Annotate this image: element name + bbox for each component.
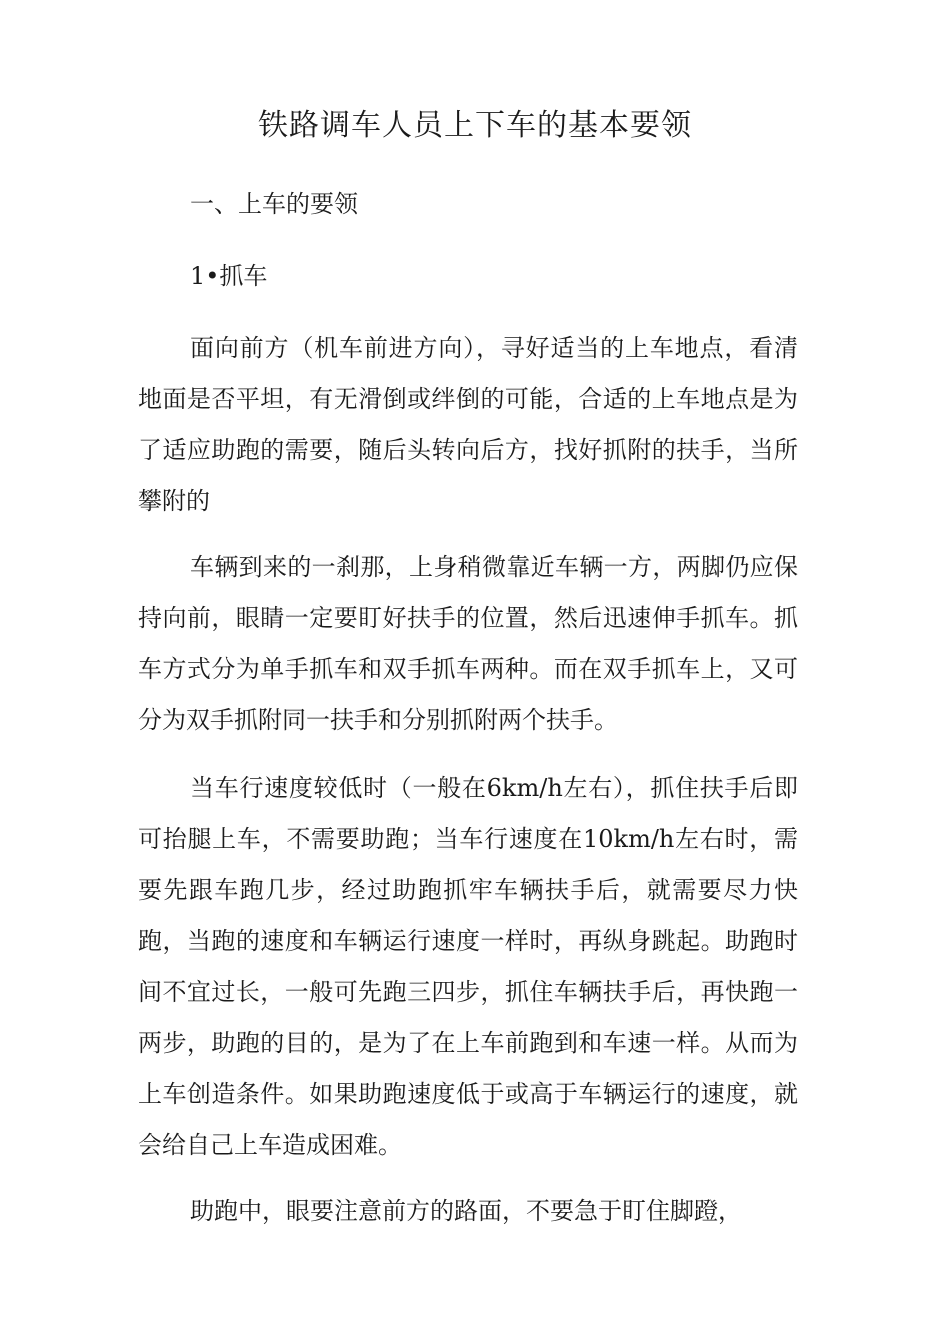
paragraph: 助跑中，眼要注意前方的路面，不要急于盯住脚蹬， <box>190 1197 742 1225</box>
paragraph: 面向前方（机车前进方向），寻好适当的上车地点，看清地面是否平坦，有无滑倒或绊倒的可能，合适的上车地点是为了适应助跑的需要，随后头转向后方，找好抓附的扶手，当所攀附的 <box>138 334 798 515</box>
section-heading: 一、上车的要领 <box>190 190 358 218</box>
paragraph: 车辆到来的一刹那，上身稍微靠近车辆一方，两脚仍应保持向前，眼睛一定要盯好扶手的位置，然后迅速伸手抓车。抓车方式分为单手抓车和双手抓车两种。而在双手抓车上，又可分为双手抓附同一扶手和分别抓附两个扶手。 <box>138 553 798 734</box>
document-title: 铁路调车人员上下车的基本要领 <box>258 108 692 143</box>
paragraph: 当车行速度较低时（一般在6km/h左右），抓住扶手后即可抬腿上车，不需要助跑；当车行速度在10km/h左右时，需要先跟车跑几步，经过助跑抓牢车辆扶手后，就需要尽力快跑，当跑的速度和车辆运行速度一样时，再纵身跳起。助跑时间不宜过长，一般可先跑三四步，抓住车辆扶手后，再快跑一两步，助跑的目的，是为了在上车前跑到和车速一样。从而为上车创造条件。如果助跑速度低于或高于车辆运行的速度，就会给自己上车造成困难。 <box>138 774 798 1159</box>
subsection-heading: 1•抓车 <box>190 262 268 290</box>
